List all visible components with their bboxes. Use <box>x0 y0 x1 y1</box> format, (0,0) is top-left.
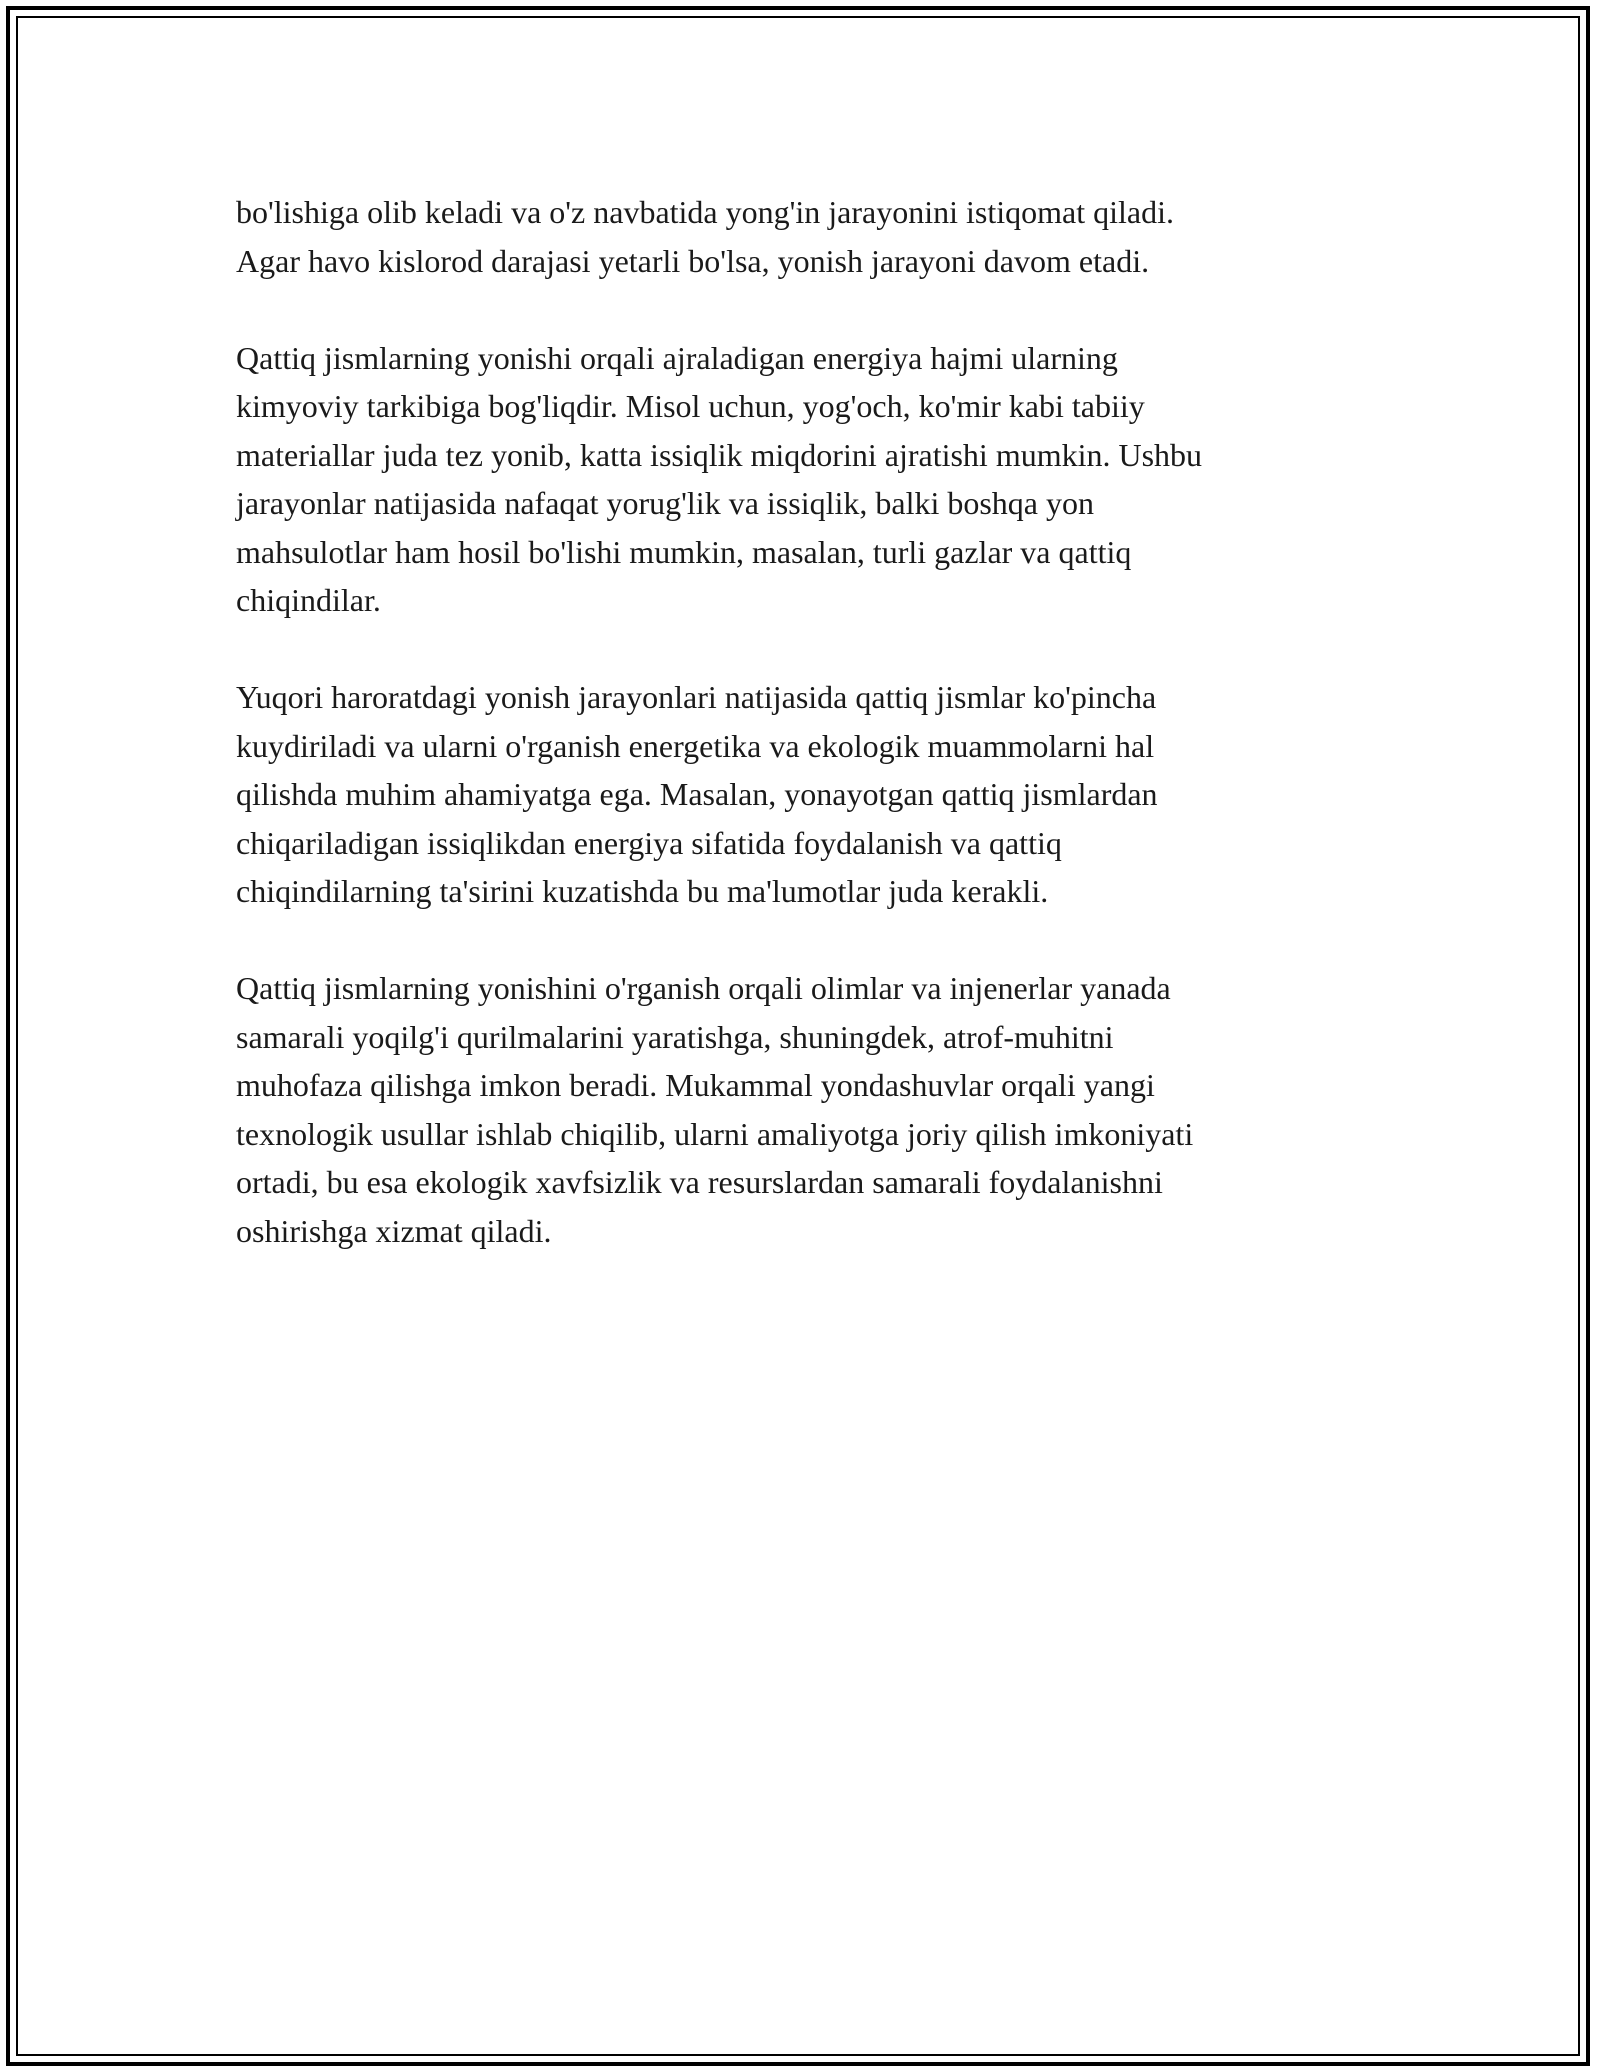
paragraph-3 <box>236 673 1356 916</box>
text-line: muhofaza qilishga imkon beradi. Mukammal yondashuvlar orqali yangi <box>236 1067 1155 1103</box>
text-line: kimyoviy tarkibiga bog'liqdir. Misol uchun, yog'och, ko'mir kabi tabiiy <box>236 388 1145 424</box>
text-line: Qattiq jismlarning yonishi orqali ajraladigan energiya hajmi ularning <box>236 339 1118 376</box>
text-line: qilishda muhim ahamiyatga ega. Masalan, yonayotgan qattiq jismlardan <box>236 776 1158 812</box>
text-line: ortadi, bu esa ekologik xavfsizlik va resurslardan samarali foydalanishni <box>236 1164 1163 1200</box>
text-line: kuydiriladi va ularni o'rganish energetika va ekologik muammolarni hal <box>236 727 1155 764</box>
text-line: Qattiq jismlarning yonishini o'rganish orqali olimlar va injenerlar yanada <box>236 970 1171 1006</box>
text-line: samarali yoqilg'i qurilmalarini yaratishga, shuningdek, atrof-muhitni <box>236 1018 1114 1055</box>
paragraph-4 <box>236 964 1356 1255</box>
text-line: oshirishga xizmat qiladi. <box>236 1212 552 1249</box>
text-line: chiqindilarning ta'sirini kuzatishda bu ma'lumotlar juda kerakli. <box>236 873 1049 909</box>
text-line: chiqariladigan issiqlikdan energiya sifatida foydalanish va qattiq <box>236 824 1062 861</box>
paragraph-2 <box>236 334 1356 625</box>
text-line: mahsulotlar ham hosil bo'lishi mumkin, masalan, turli gazlar va qattiq <box>236 533 1132 570</box>
text-line: materiallar juda tez yonib, katta issiqlik miqdorini ajratishi mumkin. Ushbu <box>236 436 1203 473</box>
text-line: bo'lishiga olib keladi va o'z navbatida yong'in jarayonini istiqomat qiladi. <box>236 194 1174 230</box>
text-line: Yuqori haroratdagi yonish jarayonlari natijasida qattiq jismlar ko'pincha <box>236 679 1157 715</box>
paragraph-1 <box>236 188 1356 285</box>
text-line: texnologik usullar ishlab chiqilib, ularni amaliyotga joriy qilish imkoniyati <box>236 1115 1194 1152</box>
document-body <box>236 188 1356 1304</box>
text-line: jarayonlar natijasida nafaqat yorug'lik va issiqlik, balki boshqa yon <box>236 485 1094 521</box>
text-line: Agar havo kislorod darajasi yetarli bo'lsa, yonish jarayoni davom etadi. <box>236 242 1150 279</box>
text-line: chiqindilar. <box>236 582 381 618</box>
